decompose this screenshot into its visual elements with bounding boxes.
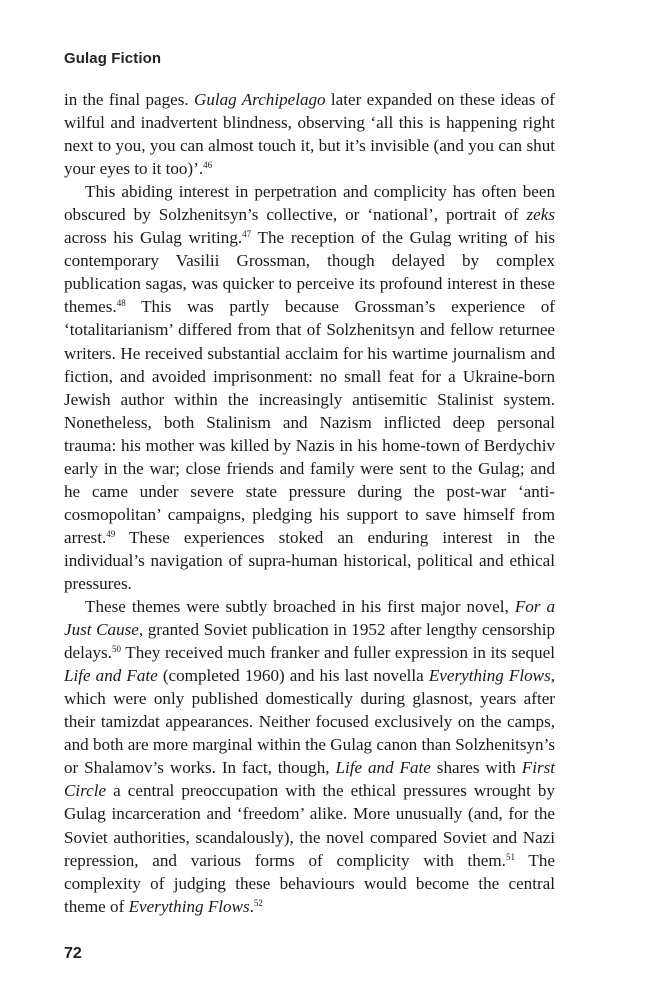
text-run: later expanded on these ideas of wilful and inadvertent blindness, observing ‘all this is happening right next to you, you can almost touch it, but it’s invisible (and you can shut your eyes to it too)’.: [64, 90, 555, 179]
paragraph: [64, 595, 555, 918]
paragraph: [64, 180, 555, 595]
text-run: , which were only published domestically during glasnost, years after their tamizdat appearances. Neither focused exclusively on the camps, and both are more marginal within the Gulag canon than Solzhenitsyn’s or Shalamov’s works. In fact, though,: [64, 666, 556, 778]
footnote-marker: 47: [242, 229, 252, 240]
text-run: These themes were subtly broached in his first major novel,: [85, 597, 515, 617]
italic-title: zeks: [526, 205, 555, 225]
italic-title: For a Just Cause: [64, 597, 556, 640]
body-text: [64, 88, 555, 918]
text-run: , granted Soviet publication in 1952 after lengthy censorship delays.: [64, 620, 555, 663]
running-head: Gulag Fiction: [64, 50, 162, 67]
text-run: These experiences stoked an enduring interest in the individual’s navigation of supra-human historical, political and ethical pressures.: [64, 527, 555, 593]
paragraph: [64, 88, 555, 180]
italic-title: Everything Flows: [128, 896, 250, 916]
text-run: shares with: [430, 758, 522, 778]
text-run: This was partly because Grossman’s experience of ‘totalitarianism’ differed from that of Solzhenitsyn and fellow returnee writers. He received substantial acclaim for his wartime journalism and fiction, and avoided imprisonment: no small feat for a Ukraine-born Jewish author within the increasingly antisemitic Stalinist system. Nonetheless, both Stalinism and Nazism inflicted deep personal trauma: his mother was killed by Nazis in his home-town of Berdychiv early in the war; close friends and family were sent to the Gulag; and he came under severe state pressure during the post-war ‘anti-cosmopolitan’ campaigns, pledging his support to save himself from arrest.: [64, 297, 555, 547]
text-run: (completed 1960) and his last novella: [157, 666, 429, 686]
text-run: in the final pages.: [64, 90, 194, 109]
footnote-marker: 48: [116, 298, 126, 309]
footnote-marker: 50: [111, 644, 121, 655]
footnote-marker: 51: [505, 851, 515, 862]
text-run: a central preoccupation with the ethical pressures wrought by Gulag incarceration and ‘freedom’ alike. More unusually (and, for the Soviet authorities, scandalously), the novel compared Soviet and Nazi repression, and various forms of complicity with them.: [64, 781, 555, 870]
text-run: .: [249, 896, 254, 916]
italic-title: Life and Fate: [335, 758, 431, 778]
footnote-marker: 52: [253, 897, 263, 908]
italic-title: First Circle: [64, 758, 555, 801]
italic-title: Gulag Archipelago: [193, 90, 326, 109]
italic-title: Life and Fate: [64, 666, 158, 686]
page-number: 72: [64, 945, 82, 962]
text-run: This abiding interest in perpetration and complicity has often been obscured by Solzhenitsyn’s collective, or ‘national’, portrait of: [64, 182, 555, 225]
text-run: They received much franker and fuller expression in its sequel: [120, 643, 555, 663]
footnote-marker: 46: [203, 160, 213, 171]
footnote-marker: 49: [106, 528, 116, 539]
text-run: The reception of the Gulag writing of his contemporary Vasilii Grossman, though delayed by complex publication sagas, was quicker to perceive its profound interest in these themes.: [64, 228, 555, 317]
italic-title: Everything Flows: [428, 666, 551, 686]
text-run: across his Gulag writing.: [64, 228, 243, 248]
text-run: The complexity of judging these behaviours would become the central theme of: [64, 850, 556, 916]
